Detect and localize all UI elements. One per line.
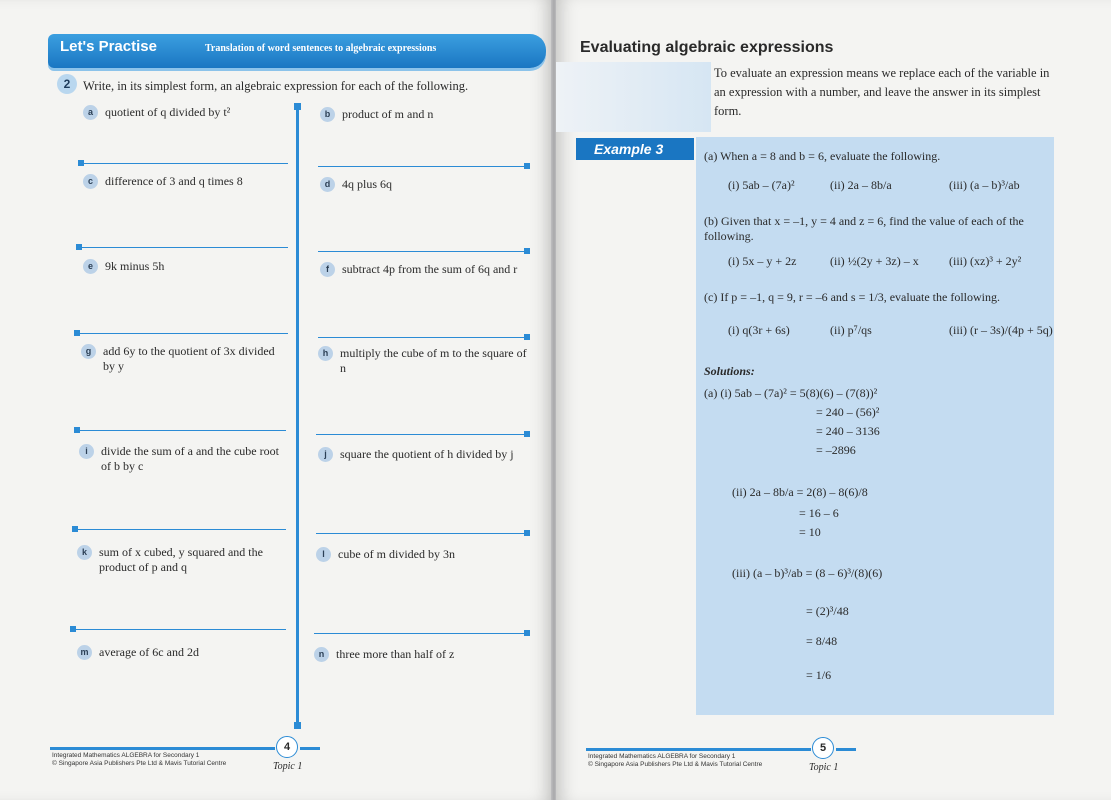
item-text: 4q plus 6q: [342, 177, 393, 191]
footer-copyright: © Singapore Asia Publishers Pte Ltd & Mavis Tutorial Centre: [52, 760, 227, 767]
answer-line[interactable]: [80, 163, 288, 164]
item-text: three more than half of z: [336, 647, 455, 661]
solution-a-i-line4: = –2896: [816, 443, 856, 457]
part-b-prompt: (b) Given that x = –1, y = 4 and z = 6, find the value of each of the following.: [704, 214, 1024, 243]
item-letter: c: [83, 174, 98, 189]
item-letter: d: [320, 177, 335, 192]
item-letter: k: [77, 545, 92, 560]
solution-a-ii-line3: = 10: [799, 525, 821, 539]
item-text: 9k minus 5h: [105, 259, 165, 273]
part-b-item-i: (i) 5x – y + 2z: [728, 254, 797, 268]
footer-title: Integrated Mathematics ALGEBRA for Secondary 1: [52, 752, 200, 759]
solutions-label: Solutions:: [704, 364, 755, 378]
answer-line[interactable]: [78, 247, 288, 248]
answer-line[interactable]: [74, 529, 286, 530]
item-e: [83, 259, 288, 274]
item-letter: h: [318, 346, 333, 361]
item-letter: g: [81, 344, 96, 359]
answer-line[interactable]: [316, 434, 528, 435]
item-text: quotient of q divided by t²: [105, 105, 231, 119]
item-text: add 6y to the quotient of 3x divided by y: [103, 344, 275, 373]
answer-line[interactable]: [318, 251, 528, 252]
section-title: Evaluating algebraic expressions: [580, 39, 834, 56]
solution-a-i-line3: = 240 – 3136: [816, 424, 880, 438]
part-c-item-i: (i) q(3r + 6s): [728, 323, 790, 337]
item-d: [320, 177, 530, 192]
item-f: [320, 262, 535, 277]
topic-label: Topic 1: [809, 762, 839, 773]
footer-rule: [586, 748, 811, 751]
item-a: [83, 105, 288, 120]
solution-a-iii-line2: = (2)³/48: [806, 604, 849, 618]
answer-line[interactable]: [76, 430, 286, 431]
item-j: [318, 447, 533, 462]
footer-rule: [300, 747, 320, 750]
footer-rule: [50, 747, 275, 750]
page-number: 5: [812, 737, 834, 759]
example-label: Example 3: [576, 138, 694, 160]
item-letter: f: [320, 262, 335, 277]
solution-a-i-line2: = 240 – (56)²: [816, 405, 880, 419]
footer-title: Integrated Mathematics ALGEBRA for Secondary 1: [588, 753, 736, 760]
column-divider: [296, 106, 299, 726]
item-g: [81, 344, 288, 374]
item-i: [79, 444, 286, 474]
item-text: multiply the cube of m to the square of n: [340, 346, 527, 375]
solution-a-iii-line3: = 8/48: [806, 634, 838, 648]
answer-line[interactable]: [318, 337, 528, 338]
footer-credit: [588, 753, 762, 769]
part-c-item-ii: (ii) p⁷/qs: [830, 323, 872, 337]
item-letter: n: [314, 647, 329, 662]
item-letter: m: [77, 645, 92, 660]
solution-a-i-line1: (a) (i) 5ab – (7a)² = 5(8)(6) – (7(8))²: [704, 386, 878, 400]
page-number: 4: [276, 736, 298, 758]
footer-copyright: © Singapore Asia Publishers Pte Ltd & Mavis Tutorial Centre: [588, 761, 763, 768]
part-a-item-iii: (iii) (a – b)³/ab: [949, 178, 1020, 192]
item-text: square the quotient of h divided by j: [340, 447, 514, 461]
part-b-item-iii: (iii) (xz)³ + 2y²: [949, 254, 1022, 268]
item-letter: i: [79, 444, 94, 459]
item-m: [77, 645, 286, 660]
answer-line[interactable]: [318, 166, 528, 167]
banner-title: Let's Practise: [60, 38, 157, 55]
answer-line[interactable]: [314, 633, 528, 634]
part-a-item-i: (i) 5ab – (7a)²: [728, 178, 795, 192]
item-letter: b: [320, 107, 335, 122]
item-text: average of 6c and 2d: [99, 645, 199, 659]
item-letter: e: [83, 259, 98, 274]
left-page: [0, 0, 553, 800]
intro-paragraph: To evaluate an expression means we replace each of the variable in an expression with a number, and leave the answer in its simplest form.: [714, 66, 1050, 118]
right-page: [556, 0, 1111, 800]
question-text: Write, in its simplest form, an algebraic expression for each of the following.: [83, 79, 469, 93]
solution-a-iii-line1: (iii) (a – b)³/ab = (8 – 6)³/(8)(6): [732, 566, 883, 580]
item-b: [320, 107, 530, 122]
margin-band: [556, 62, 711, 132]
answer-line[interactable]: [76, 333, 288, 334]
footer-rule: [836, 748, 856, 751]
item-text: divide the sum of a and the cube root of b by c: [101, 444, 279, 473]
solution-a-iii-line4: = 1/6: [806, 668, 832, 682]
answer-line[interactable]: [72, 629, 286, 630]
answer-line[interactable]: [316, 533, 528, 534]
item-text: difference of 3 and q times 8: [105, 174, 243, 188]
question-number: 2: [57, 74, 77, 94]
practise-banner: [48, 34, 546, 68]
item-text: subtract 4p from the sum of 6q and r: [342, 262, 518, 276]
part-a-item-ii: (ii) 2a – 8b/a: [830, 178, 892, 192]
item-letter: j: [318, 447, 333, 462]
item-text: product of m and n: [342, 107, 434, 121]
solution-a-ii-line1: (ii) 2a – 8b/a = 2(8) – 8(6)/8: [732, 485, 868, 499]
item-text: sum of x cubed, y squared and the product of p and q: [99, 545, 263, 574]
topic-label: Topic 1: [273, 761, 303, 772]
item-l: [316, 547, 531, 562]
item-c: [83, 174, 288, 189]
banner-subtitle: Translation of word sentences to algebraic expressions: [205, 43, 437, 54]
footer-credit: [52, 752, 226, 768]
part-b-item-ii: (ii) ½(2y + 3z) – x: [830, 254, 919, 268]
item-k: [77, 545, 286, 575]
item-letter: l: [316, 547, 331, 562]
item-letter: a: [83, 105, 98, 120]
part-c-prompt: (c) If p = –1, q = 9, r = –6 and s = 1/3, evaluate the following.: [704, 290, 1001, 304]
solution-a-ii-line2: = 16 – 6: [799, 506, 839, 520]
item-n: [314, 647, 529, 662]
item-text: cube of m divided by 3n: [338, 547, 455, 561]
part-c-item-iii: (iii) (r – 3s)/(4p + 5q): [949, 323, 1053, 337]
part-a-prompt: (a) When a = 8 and b = 6, evaluate the following.: [704, 149, 941, 163]
item-h: [318, 346, 533, 376]
